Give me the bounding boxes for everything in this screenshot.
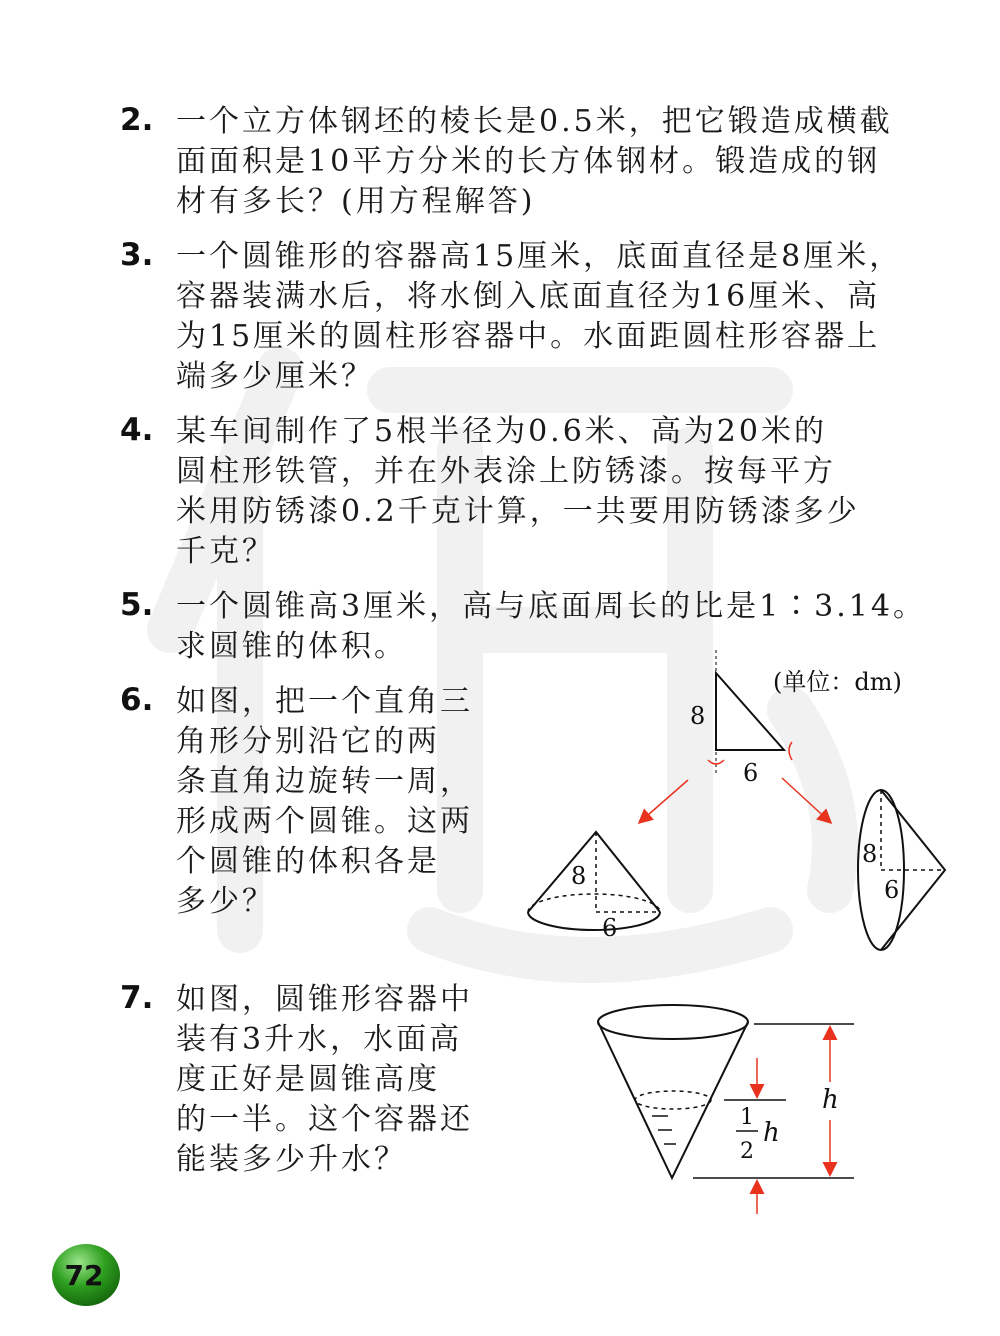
half-height-numerator: 1 [740, 1105, 754, 1130]
figure-6-rotation-cones [500, 640, 970, 960]
problem-line: 条直角边旋转一周， [176, 764, 473, 799]
problem-text [176, 980, 473, 1180]
full-height-label: h [822, 1085, 839, 1115]
cone-upright-radius-label: 6 [602, 914, 618, 942]
arrow-right [782, 778, 830, 822]
problem-line: 一个圆锥高3厘米，高与底面周长的比是1∶3.14。 [176, 589, 926, 624]
arrow-left [640, 780, 688, 822]
problem-number: 7. [120, 980, 154, 1016]
half-height-denominator: 2 [740, 1139, 754, 1164]
problem-line: 为15厘米的圆柱形容器中。水面距圆柱形容器上 [176, 319, 881, 354]
problem-line: 某车间制作了5根半径为0.6米、高为20米的 [176, 414, 827, 449]
problem-text [176, 412, 860, 572]
problem-line: 千克？ [176, 534, 275, 569]
cone-container [598, 1005, 748, 1178]
triangle-base-label: 6 [743, 759, 759, 787]
problem-number: 2. [120, 102, 154, 138]
problem-line: 多少？ [176, 884, 275, 919]
problem-text [176, 682, 473, 922]
problem-line: 如图，把一个直角三 [176, 684, 473, 719]
problem-line: 求圆锥的体积。 [176, 629, 407, 664]
problem-number: 4. [120, 412, 154, 448]
problem-line: 形成两个圆锥。这两 [176, 804, 473, 839]
problem-line: 一个立方体钢坯的棱长是0.5米，把它锻造成横截 [176, 104, 893, 139]
problem-line: 端多少厘米？ [176, 359, 374, 394]
cone-upright-height-label: 8 [571, 862, 587, 890]
problem-text [176, 102, 893, 222]
page-number: 72 [64, 1259, 104, 1292]
page-number-badge [50, 1242, 122, 1308]
problem-line: 圆柱形铁管，并在外表涂上防锈漆。按每平方 [176, 454, 836, 489]
problem-line: 能装多少升水？ [176, 1142, 407, 1177]
problem-line: 装有3升水，水面高 [176, 1022, 463, 1057]
cone-lying [858, 790, 945, 950]
problem-line: 米用防锈漆0.2千克计算，一共要用防锈漆多少 [176, 494, 860, 529]
problem-number: 5. [120, 587, 154, 623]
problem-line: 面面积是10平方分米的长方体钢材。锻造成的钢 [176, 144, 881, 179]
unit-label: (单位：dm) [773, 668, 902, 696]
figure-7-cone-container [590, 995, 870, 1225]
cone-upright [528, 832, 660, 930]
problem-line: 如图，圆锥形容器中 [176, 982, 473, 1017]
half-height-variable: h [763, 1118, 780, 1148]
problem-line: 个圆锥的体积各是 [176, 844, 440, 879]
problem-line: 角形分别沿它的两 [176, 724, 440, 759]
problem-line: 的一半。这个容器还 [176, 1102, 473, 1137]
triangle-height-label: 8 [690, 702, 706, 730]
cone-lying-radius-label: 6 [884, 876, 900, 904]
problem-line: 度正好是圆锥高度 [176, 1062, 440, 1097]
problem-text [176, 237, 902, 397]
cone-lying-height-label: 8 [862, 840, 878, 868]
problem-line: 容器装满水后，将水倒入底面直径为16厘米、高 [176, 279, 881, 314]
problem-number: 3. [120, 237, 154, 273]
problem-number: 6. [120, 682, 154, 718]
problem-line: 材有多长？(用方程解答) [176, 184, 536, 219]
problem-line: 一个圆锥形的容器高15厘米，底面直径是8厘米， [176, 239, 903, 274]
